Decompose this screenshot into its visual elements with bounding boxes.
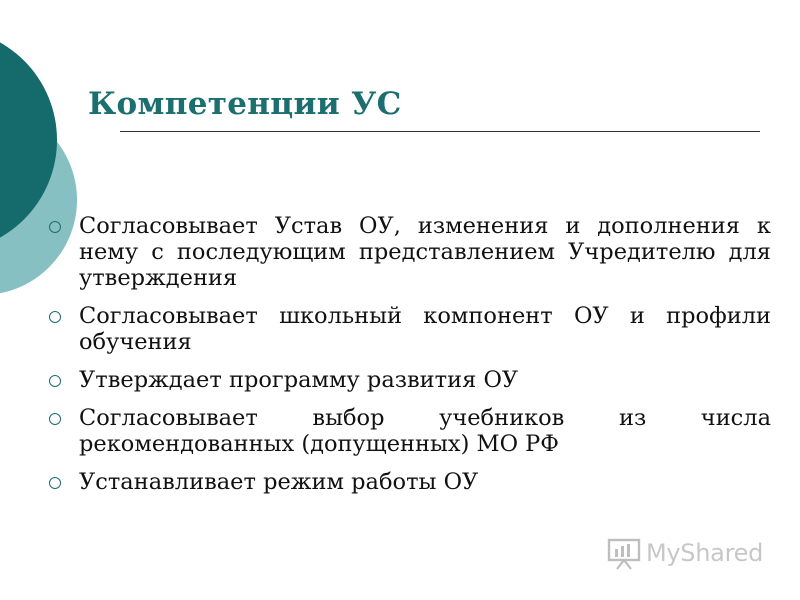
circle-bullet-icon	[49, 413, 61, 425]
watermark-logo	[606, 535, 763, 571]
bullet-list	[46, 213, 771, 507]
watermark-text: MyShared	[646, 539, 764, 567]
circle-bullet-icon	[49, 311, 61, 323]
circle-bullet-icon	[49, 375, 61, 387]
list-item	[46, 303, 771, 355]
list-item	[46, 213, 771, 291]
list-item-text: Согласовывает школьный компонент ОУ и профили обучения	[79, 303, 771, 355]
list-item-text: Утверждает программу развития ОУ	[79, 367, 519, 393]
presentation-board-icon	[606, 536, 642, 570]
circle-bullet-icon	[49, 221, 61, 233]
slide-title: Компетенции УС	[88, 86, 402, 122]
circle-bullet-icon	[49, 477, 61, 489]
list-item	[46, 405, 771, 457]
list-item-text: Согласовывает Устав ОУ, изменения и дополнения к нему с последующим представлением Учредителю для утверждения	[79, 213, 771, 291]
list-item	[46, 367, 771, 393]
list-item	[46, 469, 771, 495]
title-underline	[120, 131, 760, 132]
list-item-text: Устанавливает режим работы ОУ	[79, 469, 479, 495]
list-item-text: Согласовывает выбор учебников из числа рекомендованных (допущенных) МО РФ	[79, 405, 771, 457]
